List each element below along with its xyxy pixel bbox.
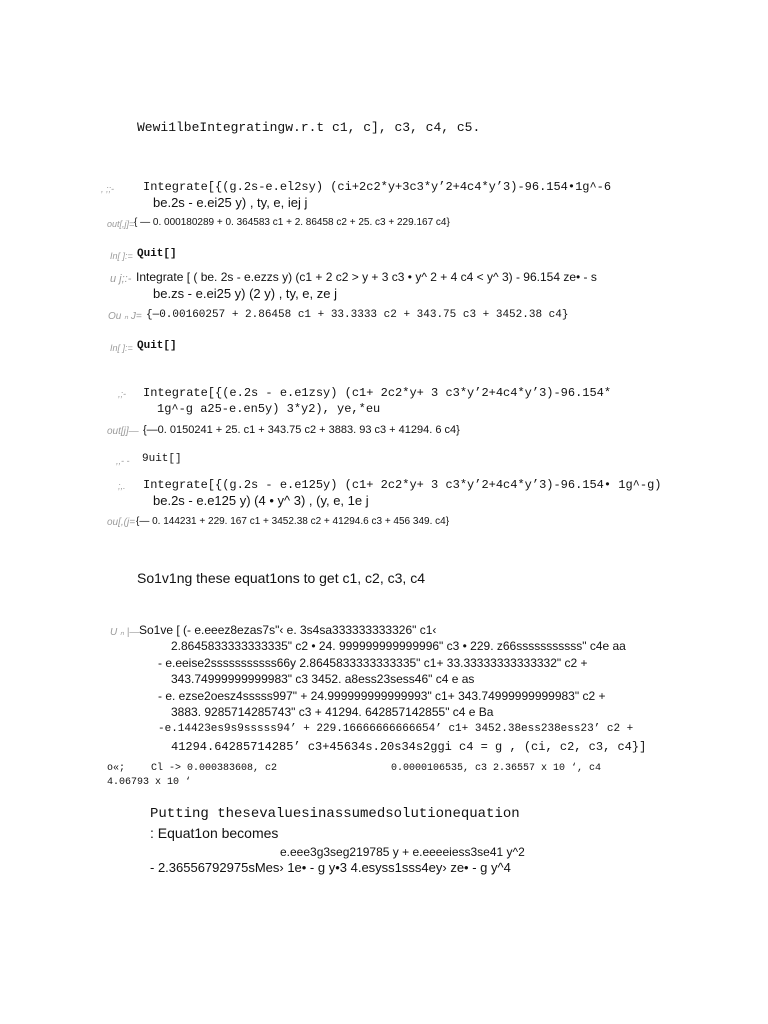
output-label: o«; — [107, 763, 126, 774]
input-label: u j;:- — [110, 273, 132, 285]
integrate-output: {—0. 0150241 + 25. c1 + 343.75 c2 + 3883. 93 c3 + 41294. 6 c4} — [143, 424, 460, 436]
output-label: out[,j]= — [107, 219, 135, 229]
integrate-input-line[interactable]: Integrate[{(g.2s - e.e125y) (c1+ 2c2*y+ 3 c3*y’2+4c4*y’3)-96.154• 1g^-g) — [143, 478, 662, 492]
output-label: out[j]— — [107, 426, 139, 437]
quit-command[interactable]: Quit[] — [137, 340, 177, 352]
input-label: , ;;- — [101, 184, 114, 194]
integrate-input-line[interactable]: be.zs - e.ei25 y) (2 y) , ty, e, ze j — [153, 286, 337, 301]
solve-input-line[interactable]: 41294.64285714285’ c3+45634s.20s34s2ggi c4 = g , (ci, c2, c3, c4}] — [171, 740, 647, 754]
integrate-input-line[interactable]: be.2s - e.ei25 y) , ty, e, iej j — [153, 195, 308, 210]
solve-output: 0.0000106535, c3 2.36557 x 10 ‘, c4 — [391, 763, 602, 774]
page-heading: Wewi1lbeIntegratingw.r.t c1, c], c3, c4, c5. — [137, 120, 481, 135]
input-label: In[ ]:= — [110, 343, 133, 353]
integrate-input-line[interactable]: 1g^-g a25-e.en5y) 3*y2), ye,*eu — [157, 402, 381, 416]
input-label: ,;- — [118, 389, 126, 399]
integrate-input-line[interactable]: Integrate [ ( be. 2s - e.ezzs y) (c1 + 2 c2 > y + 3 c3 • y^ 2 + 4 c4 < y^ 3) - 96.154 ze• - s — [136, 270, 597, 284]
output-label: Ou ₙ J= — [108, 311, 142, 322]
input-label: U ₙ |— — [110, 627, 140, 638]
integrate-input-line[interactable]: Integrate[{(e.2s - e.e1zsy) (c1+ 2c2*y+ 3 c3*y’2+4c4*y’3)-96.154* — [143, 386, 612, 400]
solve-output: 4.06793 x 10 ‘ — [107, 777, 192, 788]
solve-input-line[interactable]: 3883. 9285714285743" c3 + 41294. 642857142855" c4 e Ba — [171, 705, 494, 719]
quit-command[interactable]: 9uit[] — [142, 453, 182, 465]
solve-input-line[interactable]: -e.14423es9s9sssss94’ + 229.16666666666654’ c1+ 3452.38ess238ess23’ c2 + — [158, 723, 634, 735]
putting-text: : Equat1on becomes — [150, 825, 279, 841]
integrate-output: { — 0. 000180289 + 0. 364583 c1 + 2. 86458 c2 + 25. c3 + 229.167 c4} — [134, 217, 450, 228]
integrate-input-line[interactable]: be.2s - e.e125 y) (4 • y^ 3) , (y, e, 1e j — [153, 493, 369, 508]
integrate-output: {—0.00160257 + 2.86458 c1 + 33.3333 c2 + 343.75 c3 + 3452.38 c4} — [146, 309, 569, 321]
putting-text: Putting thesevaluesinassumedsolutionequation — [150, 806, 520, 822]
section-heading: So1v1ng these equat1ons to get c1, c2, c3, c4 — [137, 570, 425, 586]
solve-input-line[interactable]: - e. ezse2oesz4sssss997" + 24.999999999999993" c1+ 343.74999999999983" c2 + — [158, 689, 606, 703]
input-label: ;,. — [118, 481, 126, 491]
solve-input-line[interactable]: 343.74999999999983" c3 3452. a8ess23sess46" c4 e as — [171, 672, 475, 686]
input-label: In[ ]:= — [110, 251, 133, 261]
equation-line: e.eee3g3seg219785 y + e.eeeeiess3se41 y^2 — [280, 845, 525, 859]
quit-command[interactable]: Quit[] — [137, 248, 177, 260]
input-label: ,,- - — [116, 456, 130, 466]
solve-input-line[interactable]: 2.8645833333333335" c2 • 24. 999999999999996" c3 • 229. z66sssssssssss" c4e aa — [171, 639, 626, 653]
integrate-input-line[interactable]: Integrate[{(g.2s-e.el2sy) (ci+2c2*y+3c3*y’2+4c4*y’3)-96.154•1g^-6 — [143, 180, 612, 194]
equation-line: - 2.36556792975sMes› 1e• - g y•3 4.esyss1sss4ey› ze• - g y^4 — [150, 860, 511, 875]
solve-input-line[interactable]: - e.eeise2sssssssssss66y 2.8645833333333335" c1+ 33.33333333333332" c2 + — [158, 656, 588, 670]
solve-input-line[interactable]: So1ve [ (- e.eeez8ezas7s"‹ e. 3s4sa333333333326" c1‹ — [139, 623, 437, 637]
integrate-output: {— 0. 144231 + 229. 167 c1 + 3452.38 c2 + 41294.6 c3 + 456 349. c4} — [136, 516, 450, 527]
output-label: ou[,(j= — [107, 517, 136, 528]
solve-output: Cl -> 0.000383608, c2 — [151, 763, 278, 774]
